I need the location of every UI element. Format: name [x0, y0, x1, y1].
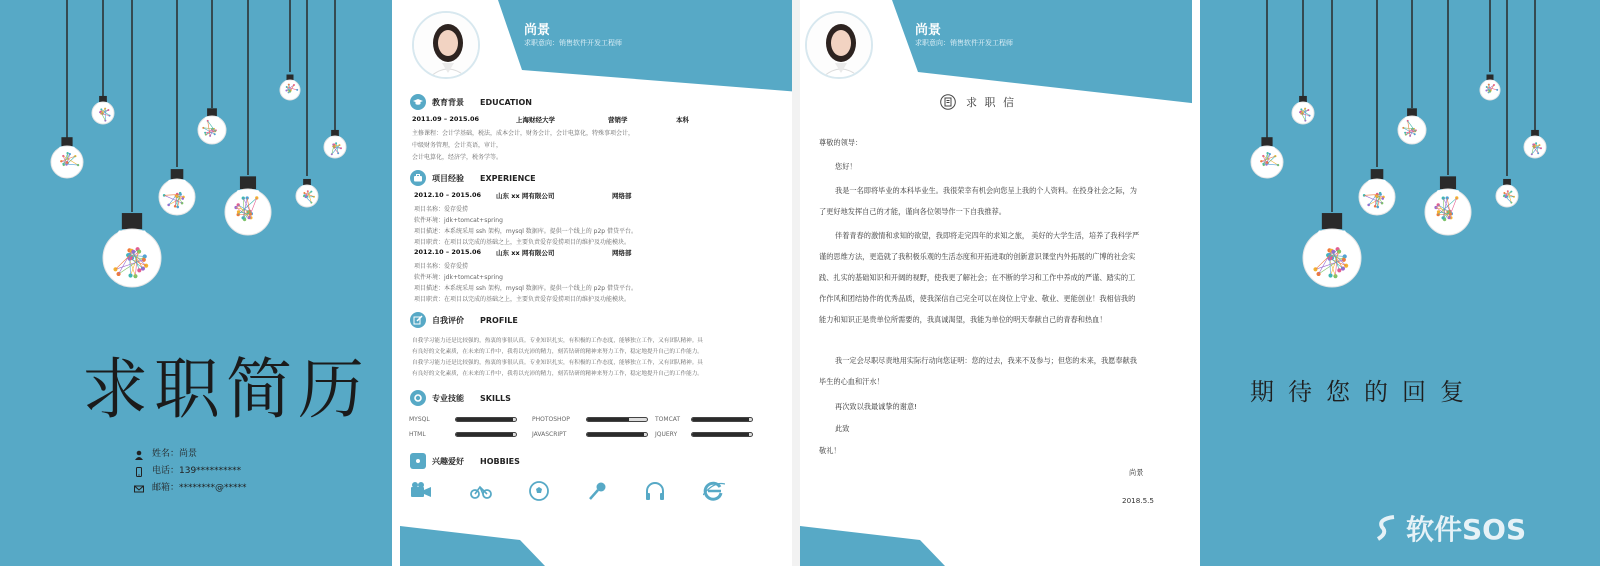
phone-icon — [134, 467, 144, 477]
footer-band — [800, 510, 1200, 566]
bulb-socket — [303, 179, 311, 185]
skill-bar — [586, 432, 648, 437]
bulb-socket — [207, 108, 217, 116]
contact-name: 姓名：尚景 — [134, 446, 247, 463]
cover-title: 求职简历 — [82, 351, 370, 428]
exp-line: 项目描述：本系统采用 ssh 架构，mysql 数据库。提供一个线上的 p2p 借贷平台。 — [414, 228, 638, 235]
skill-item: PHOTOSHOP — [532, 416, 648, 423]
bulb-network-dot — [1442, 196, 1445, 199]
skill-bar — [691, 417, 753, 422]
section-hobbies: 兴趣爱好 HOBBIES — [410, 453, 520, 469]
profile-line: 有良好的文化素质，在未来的工作中，我将以充沛的精力，刻苦钻研的精神来努力工作，稳定地提升自己的工作能力。 — [412, 349, 703, 355]
microphone-icon — [587, 481, 609, 501]
profile-line: 自我学习能力还是比较强的，热衷的事很认真。专业知识扎实，有积极的工作态度，能够独立工作，又有团队精神。具 — [412, 360, 703, 366]
bulb-socket — [171, 169, 184, 179]
bulb-network-dot — [333, 143, 335, 145]
edit-icon — [410, 312, 426, 328]
bicycle-icon — [470, 481, 492, 501]
bulb-network-dot — [181, 197, 184, 200]
cog-icon — [410, 453, 426, 469]
graduation-cap-icon — [410, 94, 426, 110]
footer-band — [400, 510, 800, 566]
bulb-network-dot — [175, 195, 178, 198]
edu-line: 主修课程：会计学基础，税法，成本会计，财务会计，会计电算化，特殊事项会计， — [412, 130, 635, 137]
avatar — [805, 11, 873, 79]
resume-job-intent: 求职意向：销售软件开发工程师 — [524, 39, 622, 47]
skill-item: MYSQL — [409, 416, 517, 423]
bulb-network-dot — [1300, 111, 1302, 113]
exp-company: 山东 xx 网有限公司 — [496, 249, 555, 257]
browser-icon — [703, 481, 725, 501]
video-camera-icon — [410, 481, 432, 501]
bulb-socket — [1531, 130, 1539, 136]
cover-page — [0, 0, 400, 566]
bulb-socket — [99, 96, 107, 102]
exp-line: 项目职责：在项目以完成的基础之上，主要负责爱存爱捞项目的维护及功能模块。 — [414, 239, 631, 246]
bulb-network-dot — [1337, 250, 1341, 254]
bulb-network-dot — [204, 132, 206, 134]
skill-bar — [691, 432, 753, 437]
letter-paragraph: 我一定会尽职尽责地用实际行动向您证明：您的过去，我来不及参与；但您的未来，我愿奉献我毕生的心血和汗水！ — [819, 356, 1137, 386]
skill-item: TOMCAT — [655, 416, 753, 423]
edu-degree: 本科 — [676, 116, 689, 124]
skill-item: HTML — [409, 431, 517, 438]
bulb-socket — [240, 176, 256, 189]
watermark: 软件SOS — [1372, 508, 1526, 548]
bulb-network-dot — [100, 111, 102, 113]
bulb-socket — [1371, 169, 1384, 179]
bulb-network-dot — [1381, 197, 1384, 200]
briefcase-icon — [410, 170, 426, 186]
bulb-network-dot — [66, 162, 68, 164]
section-skills: 专业技能 SKILLS — [410, 390, 511, 406]
letter-job-intent: 求职意向：销售软件开发工程师 — [915, 39, 1013, 47]
contact-info — [134, 446, 247, 497]
bulb-network-dot — [179, 193, 182, 196]
skill-item: JQUERY — [655, 431, 753, 438]
bulb-socket — [1503, 179, 1511, 185]
resume-name: 尚景 — [524, 23, 551, 38]
letter-closing: 此致 — [835, 424, 850, 433]
resume-page — [400, 0, 800, 566]
skill-bar — [455, 432, 517, 437]
bulb-socket — [287, 75, 294, 81]
bulb-network-dot — [1331, 250, 1335, 254]
exp-line: 项目名称：爱存爱捞 — [414, 206, 469, 213]
bulb-socket — [1261, 137, 1272, 146]
bulb-network-dot — [1328, 253, 1332, 257]
letter-regards: 敬礼！ — [819, 446, 841, 455]
bulb-socket — [122, 213, 142, 229]
exp-period: 2012.10 – 2015.06 — [414, 248, 481, 256]
bulb-socket — [1487, 75, 1494, 81]
letter-hello: 您好！ — [835, 162, 857, 171]
back-cover-title: 期待您的回复 — [1250, 378, 1478, 406]
bulb-network-dot — [137, 268, 141, 272]
edu-line: 中级财务管理，会计英语，审计， — [412, 142, 503, 149]
document-icon — [940, 94, 956, 110]
exp-line: 软件环境：jdk+tomcat+spring — [414, 217, 503, 224]
back-cover-page — [1200, 0, 1600, 566]
page-gap — [792, 0, 800, 566]
bulb-network-dot — [1266, 162, 1268, 164]
exp-period: 2012.10 – 2015.06 — [414, 191, 481, 199]
edu-line: 会计电算化，经济学，税务学等。 — [412, 154, 503, 161]
exp-line: 项目名称：爱存爱捞 — [414, 263, 469, 270]
bulb-network-dot — [1381, 202, 1384, 205]
bulb-network-dot — [1337, 268, 1341, 272]
bulb-socket — [61, 137, 72, 146]
exp-line: 项目描述：本系统采用 ssh 架构，mysql 数据库。提供一个线上的 p2p 借贷平台。 — [414, 285, 638, 292]
edu-school: 上海财经大学 — [516, 116, 555, 124]
bulb-network-dot — [1496, 89, 1498, 91]
edu-period: 2011.09 – 2015.06 — [412, 115, 479, 123]
edu-major: 营销学 — [608, 116, 628, 124]
letter-paragraph: 伴着青春的激情和求知的欲望，我即将走完四年的求知之旅， 美好的大学生活，培养了我科学严谨的思维方法，更造就了我积极乐观的生活态度和开拓进取的创新意识课堂内外拓展的广博的社会实践、扎实的基础知识和开阔的视野，使我更了解社会；在不断的学习和工作中养成的严谨、踏实的工作作风和团结协作的优秀品质，使我深信自己完全可以在岗位上守业、敬业、更能创业！我相信我的能力和知识正是贵单位所需要的，我真诚渴望，我能为单位的明天奉献自己的青春和热血！ — [819, 231, 1140, 324]
bulb-socket — [1440, 176, 1456, 189]
letter-signature: 尚景 — [1129, 468, 1144, 477]
profile-line: 有良好的文化素质，在未来的工作中，我将以充沛的精力，刻苦钻研的精神来努力工作，稳定地提升自己的工作能力。 — [412, 371, 703, 377]
bulb-socket — [1407, 108, 1417, 116]
bulb-network-dot — [1404, 132, 1406, 134]
bulb-network-dot — [303, 194, 305, 196]
bulb-network-dot — [1503, 194, 1505, 196]
letter-paragraph: 再次致以我最诚挚的谢意! — [835, 402, 917, 411]
skill-item: JAVASCRIPT — [532, 431, 648, 438]
page-gap — [1192, 0, 1200, 566]
section-education: 教育背景 EDUCATION — [410, 94, 532, 110]
skill-bar — [586, 417, 648, 422]
section-experience: 项目经验 EXPERIENCE — [410, 170, 536, 186]
profile-line: 自我学习能力还是比较强的，热衷的事很认真。专业知识扎实，有积极的工作态度，能够独立工作，又有团队精神。具 — [412, 338, 703, 344]
person-icon — [134, 450, 144, 460]
exp-dept: 网络部 — [612, 192, 632, 200]
exp-line: 项目职责：在项目以完成的基础之上，主要负责爱存爱捞项目的维护及功能模块。 — [414, 296, 631, 303]
section-profile: 自我评价 PROFILE — [410, 312, 518, 328]
letter-name: 尚景 — [915, 23, 942, 38]
bulb-network-dot — [1437, 210, 1440, 213]
contact-phone: 电话：139********** — [134, 463, 247, 480]
letter-greeting: 尊敬的领导： — [819, 138, 863, 147]
exp-line: 软件环境：jdk+tomcat+spring — [414, 274, 503, 281]
lightbulbs-illustration — [1200, 0, 1600, 566]
bulb-socket — [1299, 96, 1307, 102]
bulb-network-dot — [296, 89, 298, 91]
letter-paragraph: 我是一名即将毕业的本科毕业生。我很荣幸有机会向您呈上我的个人资料。在投身社会之际，为了更好地发挥自己的才能，谨向各位领导作一下自我推荐。 — [819, 186, 1137, 216]
avatar — [412, 11, 480, 79]
bulb-network-dot — [1533, 143, 1535, 145]
page-gap — [392, 0, 400, 566]
exp-company: 山东 xx 网有限公司 — [496, 192, 555, 200]
gear-icon — [410, 390, 426, 406]
bulb-socket — [331, 130, 339, 136]
headphones-icon — [644, 481, 666, 501]
bulb-socket — [1322, 213, 1342, 229]
letter-title: 求 职 信 — [940, 94, 1016, 110]
exp-dept: 网络部 — [612, 249, 632, 257]
soccer-ball-icon — [528, 481, 550, 501]
contact-email: 邮箱：********@***** — [134, 480, 247, 497]
skill-bar — [455, 417, 517, 422]
mail-icon — [134, 484, 144, 494]
watermark-logo-icon — [1372, 513, 1402, 543]
bulb-network-dot — [237, 210, 240, 213]
letter-date: 2018.5.5 — [1122, 496, 1155, 505]
